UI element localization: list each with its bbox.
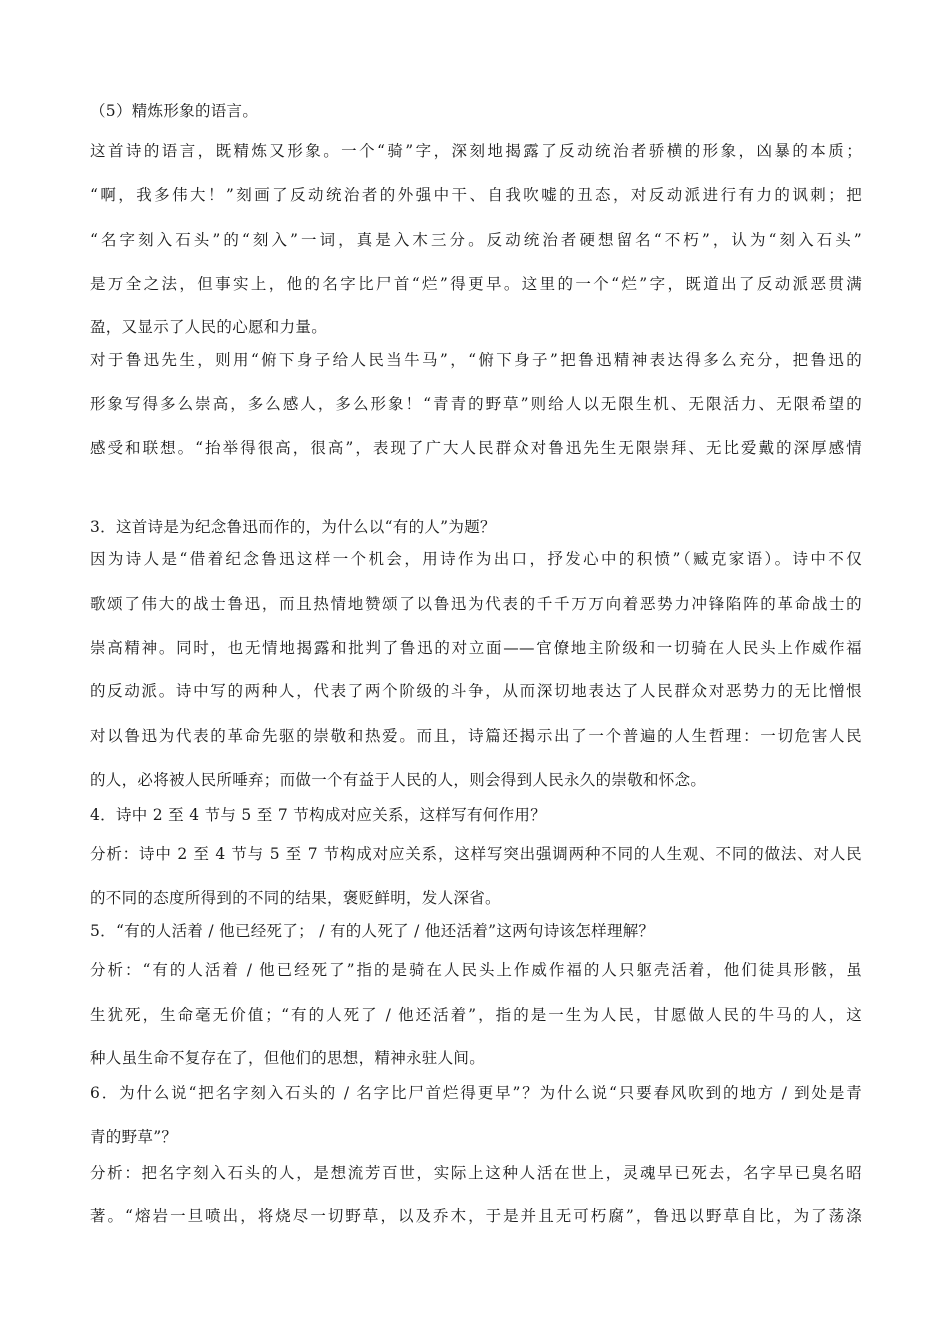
paragraph-line: 是万全之法，但事实上，他的名字比尸首“烂”得更早。这里的一个“烂”字，既道出了反动派恶贯满	[90, 275, 862, 293]
answer-line: 歌颂了伟大的战士鲁迅，而且热情地赞颂了以鲁迅为代表的千千万万向着恶势力冲锋陷阵的革命战士的	[90, 595, 862, 613]
paragraph-line: 形象写得多么崇高，多么感人，多么形象！“青青的野草”则给人以无限生机、无限活力、无限希望的	[90, 395, 862, 413]
answer-line: 生犹死，生命毫无价值；“有的人死了 / 他还活着”，指的是一生为人民，甘愿做人民的牛马的人，这	[90, 1006, 862, 1024]
answer-line: 崇高精神。同时，也无情地揭露和批判了鲁迅的对立面——官僚地主阶级和一切骑在人民头上作威作福	[90, 639, 862, 657]
answer-line: 对以鲁迅为代表的革命先驱的崇敬和热爱。而且，诗篇还揭示出了一个普遍的人生哲理：一切危害人民	[90, 727, 862, 745]
paragraph-line: 盈，又显示了人民的心愿和力量。	[90, 318, 328, 336]
answer-line: 著。“熔岩一旦喷出，将烧尽一切野草，以及乔木，于是并且无可朽腐”，鲁迅以野草自比，为了荡涤	[90, 1207, 862, 1225]
question-5: 5．“有的人活着 / 他已经死了； / 有的人死了 / 他还活着”这两句诗该怎样理解？	[90, 922, 655, 940]
question-4: 4．诗中 2 至 4 节与 5 至 7 节构成对应关系，这样写有何作用？	[90, 806, 547, 824]
paragraph-line: 这首诗的语言，既精炼又形象。一个“骑”字，深刻地揭露了反动统治者骄横的形象，凶暴的本质；	[90, 142, 862, 160]
question-6: 6．为什么说“把名字刻入石头的 / 名字比尸首烂得更早”？为什么说“只要春风吹到的地方 / 到处是青	[90, 1084, 862, 1102]
answer-line: 的人，必将被人民所唾弃；而做一个有益于人民的人，则会得到人民永久的崇敬和怀念。	[90, 771, 707, 789]
answer-line: 分析：“有的人活着 / 他已经死了”指的是骑在人民头上作威作福的人只躯壳活着，他们徒具形骸，虽	[90, 961, 862, 979]
question-6-continued: 青的野草”？	[90, 1128, 178, 1146]
section-heading: （5）精炼形象的语言。	[90, 102, 259, 120]
paragraph-line: 对于鲁迅先生，则用“俯下身子给人民当牛马”，“俯下身子”把鲁迅精神表达得多么充分，把鲁迅的	[90, 351, 862, 369]
answer-line: 的反动派。诗中写的两种人，代表了两个阶级的斗争，从而深切地表达了人民群众对恶势力的无比憎恨	[90, 682, 862, 700]
answer-line: 种人虽生命不复存在了，但他们的思想，精神永驻人间。	[90, 1049, 486, 1067]
answer-line: 分析：诗中 2 至 4 节与 5 至 7 节构成对应关系，这样写突出强调两种不同的人生观、不同的做法、对人民	[90, 845, 862, 863]
answer-line: 因为诗人是“借着纪念鲁迅这样一个机会，用诗作为出口，抒发心中的积愤”（臧克家语）。诗中不仅	[90, 550, 862, 568]
paragraph-line: 感受和联想。“抬举得很高，很高”，表现了广大人民群众对鲁迅先生无限崇拜、无比爱戴的深厚感情	[90, 439, 862, 457]
paragraph-line: “名字刻入石头”的“刻入”一词，真是入木三分。反动统治者硬想留名“不朽”，认为“刻入石头”	[90, 231, 862, 249]
answer-line: 分析：把名字刻入石头的人，是想流芳百世，实际上这种人活在世上，灵魂早已死去，名字早已臭名昭	[90, 1164, 862, 1182]
answer-line: 的不同的态度所得到的不同的结果，褒贬鲜明，发人深省。	[90, 889, 501, 907]
question-3: 3．这首诗是为纪念鲁迅而作的，为什么以“有的人”为题？	[90, 518, 496, 536]
paragraph-line: “啊，我多伟大！”刻画了反动统治者的外强中干、自我吹嘘的丑态，对反动派进行有力的讽刺；把	[90, 186, 862, 204]
